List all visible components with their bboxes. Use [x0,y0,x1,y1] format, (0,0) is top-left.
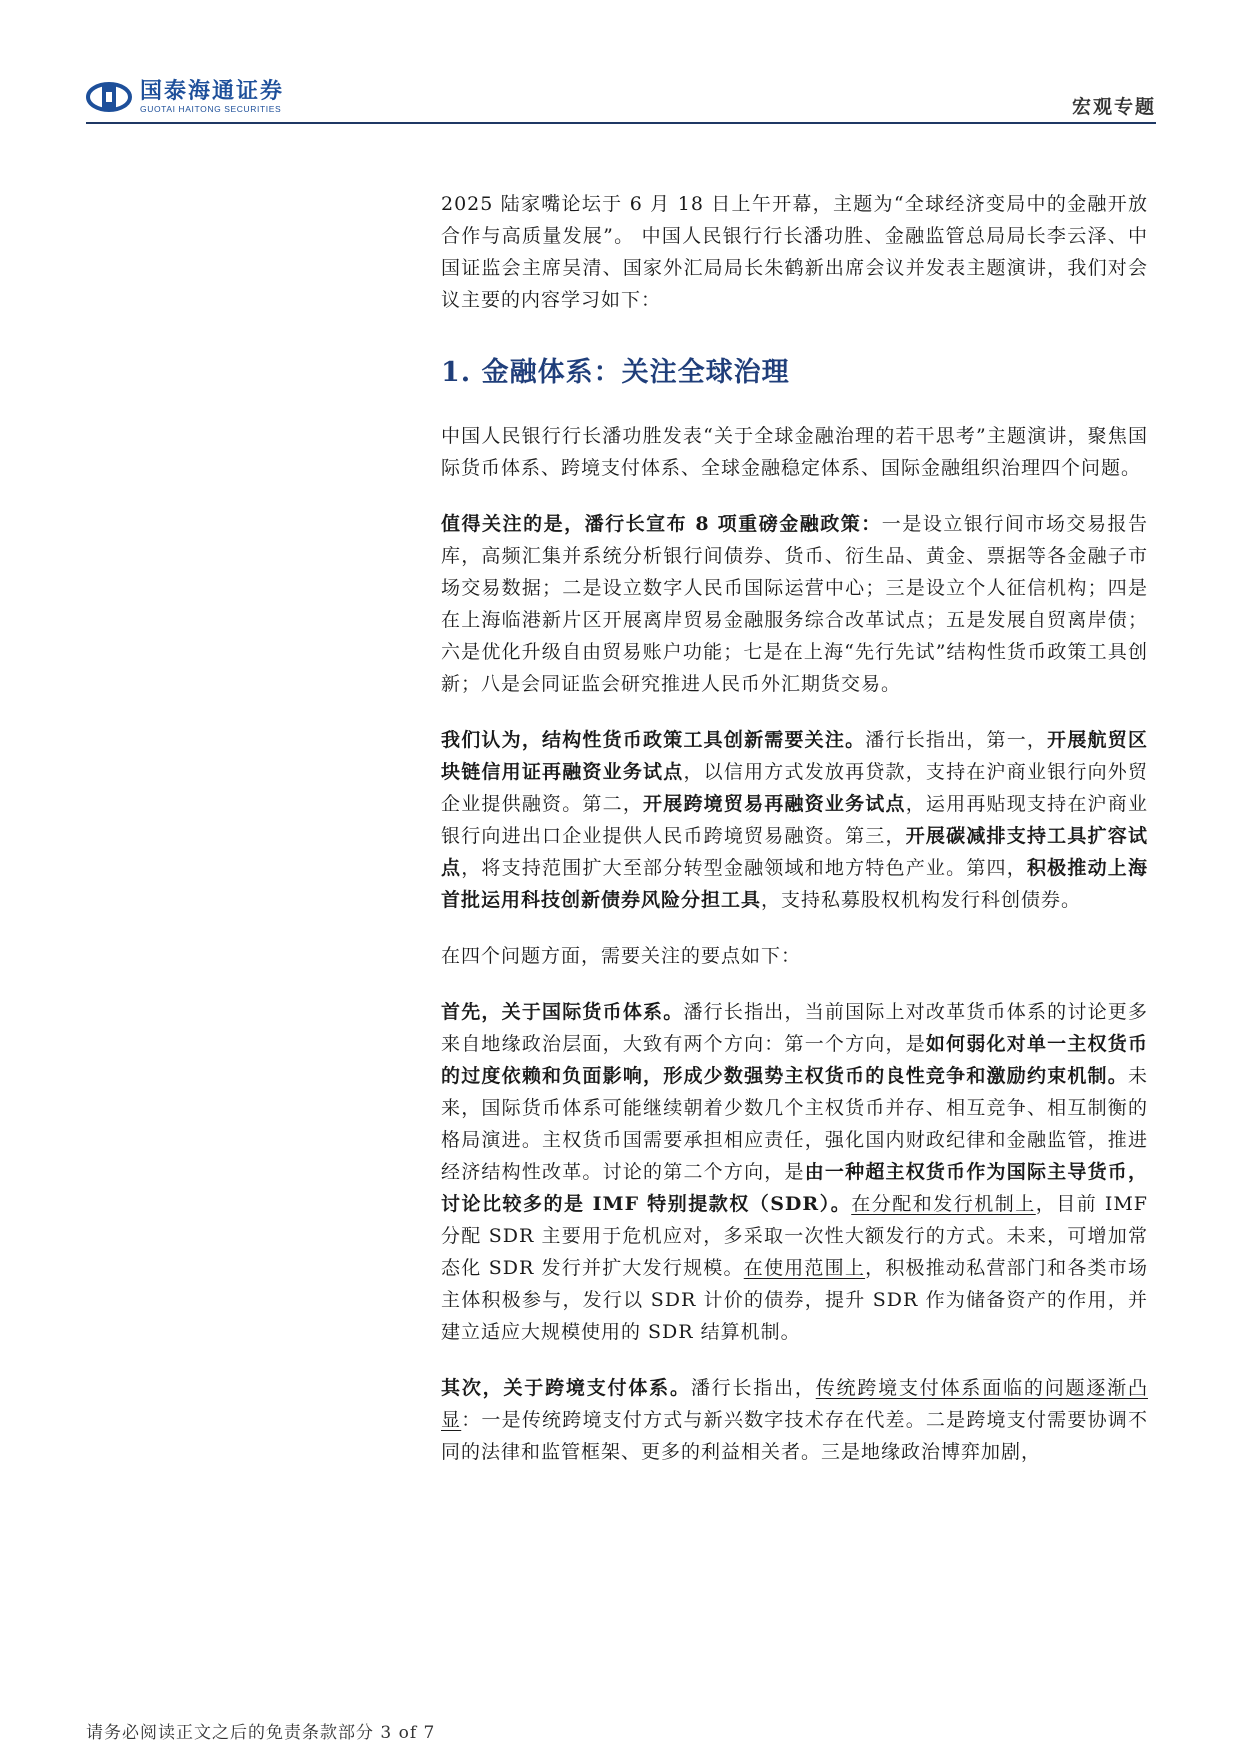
text-run: 潘行长指出，第一， [865,729,1048,751]
payment-system-lead: 其次，关于跨境支付体系。 [441,1377,691,1399]
measure-3: 开展碳减排支持工具扩容试点 [441,825,1148,879]
text-run: ，以信用方式发放再贷款，支持在沪商业银行向外贸企业提供融资。第二， [441,761,1148,815]
logo-chinese-name: 国泰海通证券 [140,79,285,104]
direction-2: 由一种超主权货币作为国际主导货币，讨论比较多的是 IMF 特别提款权（SDR）。 [441,1161,1148,1215]
text-run: ，目前 IMF 分配 SDR 主要用于危机应对，多采取一次性大额发行的方式。未来，可增加常态化 SDR 发行并扩大发行规模。 [441,1193,1148,1279]
measure-2: 开展跨境贸易再融资业务试点 [643,793,906,815]
measure-4: 积极推动上海首批运用科技创新债券风险分担工具 [441,857,1148,911]
text-run: ：一是传统跨境支付方式与新兴数字技术存在代差。二是跨境支付需要协调不同的法律和监管框架、更多的利益相关者。三是地缘政治博弈加剧， [441,1409,1148,1463]
page-header [86,78,1156,122]
policy-list-paragraph [441,508,1148,700]
page-footer: 请务必阅读正文之后的免责条款部分 3 of 7 [86,1723,436,1743]
report-category-label: 宏观专题 [1071,96,1156,118]
monetary-system-lead: 首先，关于国际货币体系。 [441,1001,684,1023]
structural-tools-paragraph [441,724,1148,916]
logo-mark-icon [86,82,132,112]
text-run: 潘行长指出，当前国际上对改革货币体系的讨论更多来自地缘政治层面，大致有两个方向：第一个方向，是 [441,1001,1148,1055]
text-run: ，将支持范围扩大至部分转型金融领域和地方特色产业。第四， [461,857,1027,879]
section-heading: 1. 金融体系：关注全球治理 [441,357,790,388]
direction-1: 如何弱化对单一主权货币的过度依赖和负面影响，形成少数强势主权货币的良性竞争和激励约束机制。 [441,1033,1148,1087]
policy-details-text: 一是设立银行间市场交易报告库，高频汇集并系统分析银行间债券、货币、衍生品、黄金、票据等各金融子市场交易数据；二是设立数字人民币国际运营中心；三是设立个人征信机构；四是在上海临港新片区开展离岸贸易金融服务综合改革试点；五是发展自贸离岸债；六是优化升级自由贸易账户功能；七是在上海“先行先试”结构性货币政策工具创新；八是会同证监会研究推进人民币外汇期货交易。 [441,513,1148,695]
text-run: 潘行长指出， [690,1377,816,1399]
cross-border-payment-paragraph [441,1372,1148,1468]
logo-english-name: GUOTAI HAITONG SECURITIES [140,104,282,114]
measure-1: 开展航贸区块链信用证再融资业务试点 [441,729,1148,783]
report-body [441,188,1148,1468]
policy-lead-text: 值得关注的是，潘行长宣布 8 项重磅金融政策： [441,513,882,535]
underlined-phrase: 在使用范围上 [743,1257,866,1279]
monetary-system-paragraph [441,996,1148,1348]
underlined-phrase: 传统跨境支付体系面临的问题逐渐凸显 [441,1377,1148,1431]
intro-paragraph: 2025 陆家嘴论坛于 6 月 18 日上午开幕，主题为“全球经济变局中的金融开放合作与高质量发展”。 中国人民银行行长潘功胜、金融监管总局局长李云泽、中国证监会主席吴清、国家外汇局局长朱鹤新出席会议并发表主题演讲，我们对会议主要的内容学习如下： [441,193,1148,311]
speech-summary-paragraph: 中国人民银行行长潘功胜发表“关于全球金融治理的若干思考”主题演讲，聚焦国际货币体系、跨境支付体系、全球金融稳定体系、国际金融组织治理四个问题。 [441,425,1148,479]
text-run: ，支持私募股权机构发行科创债券。 [761,889,1082,911]
underlined-phrase: 在分配和发行机制上 [851,1193,1036,1215]
text-run: 未来，国际货币体系可能继续朝着少数几个主权货币并存、相互竞争、相互制衡的格局演进。主权货币国需要承担相应责任，强化国内财政纪律和金融监管，推进经济结构性改革。讨论的第二个方向，是 [441,1065,1148,1183]
structural-tools-lead: 我们认为，结构性货币政策工具创新需要关注。 [441,729,866,751]
four-issues-intro: 在四个问题方面，需要关注的要点如下： [441,945,802,967]
text-run: ，运用再贴现支持在沪商业银行向进出口企业提供人民币跨境贸易融资。第三， [441,793,1148,847]
company-logo [86,80,284,114]
text-run: ，积极推动私营部门和各类市场主体积极参与，发行以 SDR 计价的债券，提升 SDR 作为储备资产的作用，并建立适应大规模使用的 SDR 结算机制。 [441,1257,1148,1343]
header-divider [86,122,1156,124]
